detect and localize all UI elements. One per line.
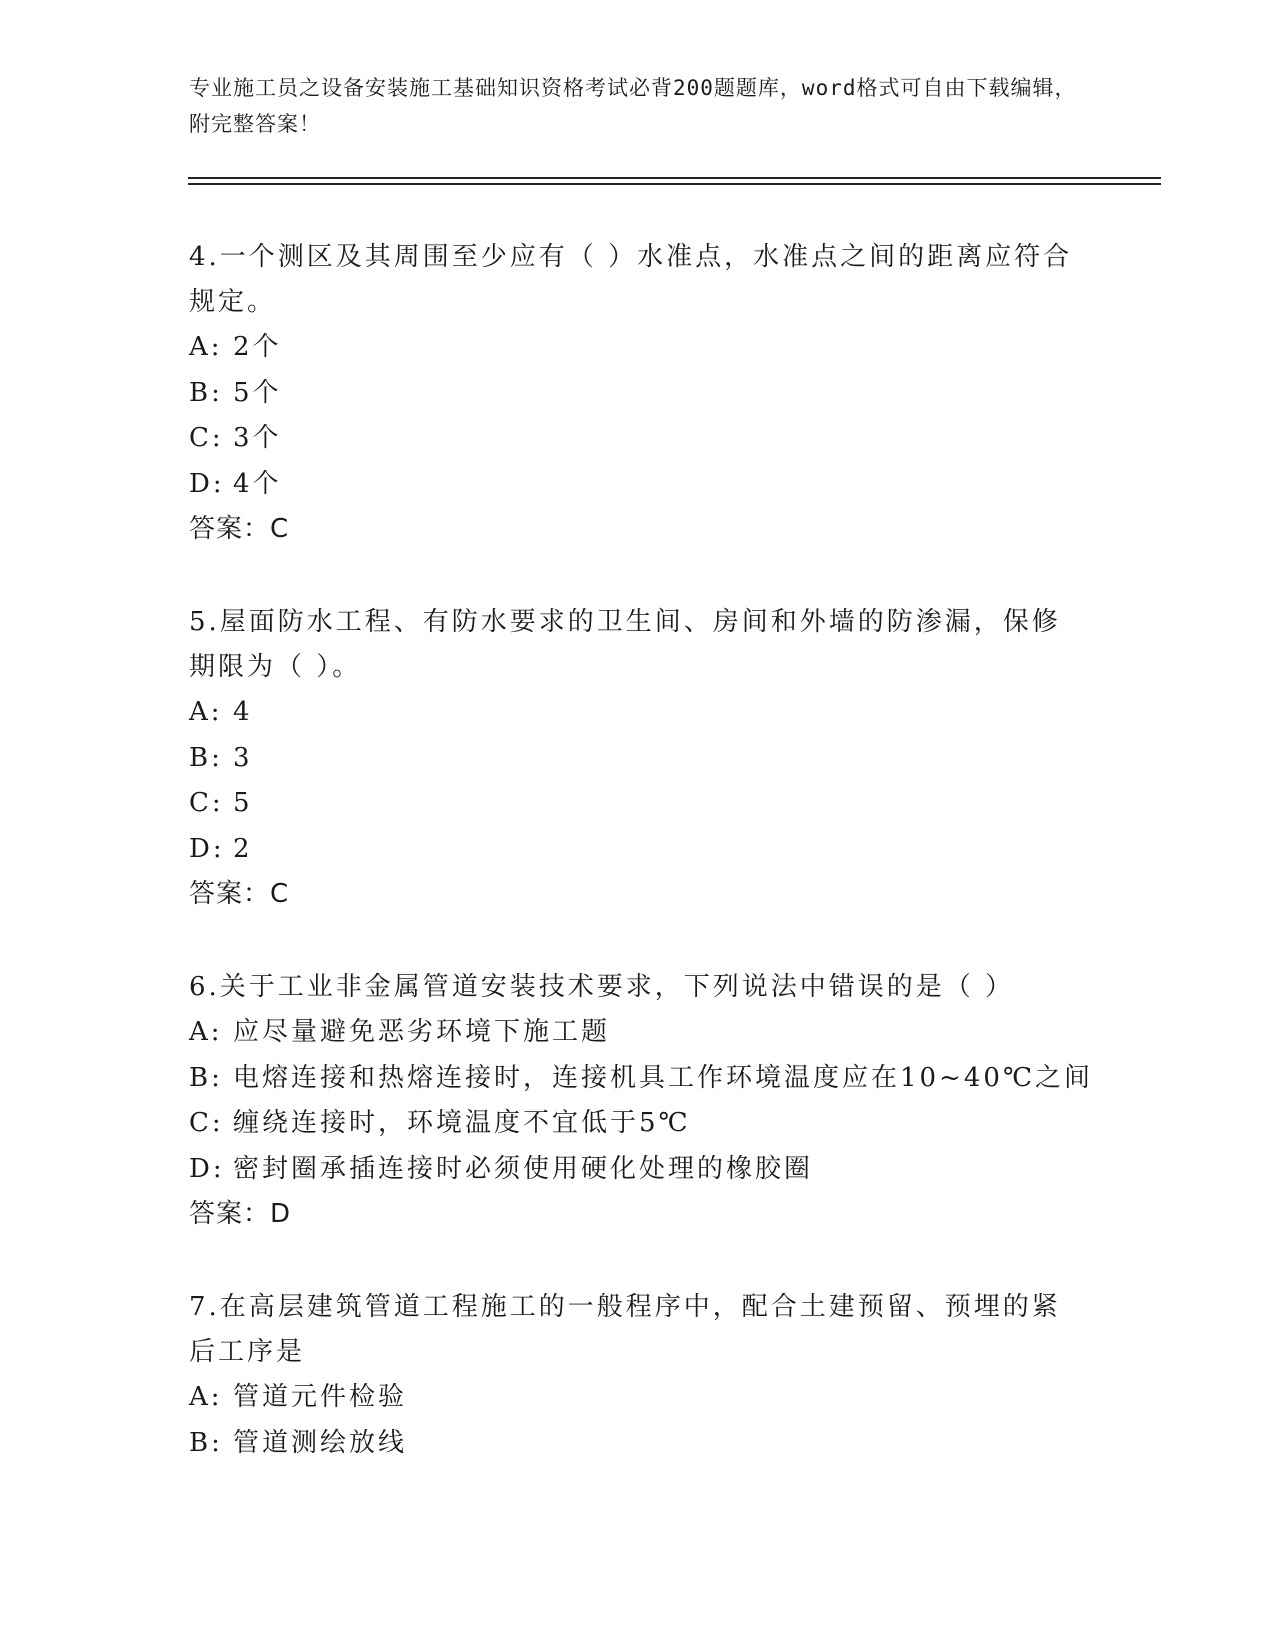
option-letter: B:	[189, 1427, 223, 1458]
question-stem: 4.一个测区及其周围至少应有（ ）水准点，水准点之间的距离应符合规定。	[189, 242, 1073, 317]
option-d	[189, 827, 1089, 873]
option-text: 管道测绘放线	[233, 1427, 408, 1458]
header-divider-bottom	[188, 183, 1161, 185]
option-d	[189, 462, 1089, 508]
option-letter: C:	[189, 788, 224, 818]
option-text: 电熔连接和热熔连接时，连接机具工作环境温度应在10~40℃之间	[233, 1062, 1094, 1093]
option-b	[189, 736, 1089, 782]
option-text: 4	[233, 697, 253, 727]
option-letter: A:	[189, 1382, 223, 1412]
option-letter: D:	[189, 1153, 225, 1184]
option-a	[189, 690, 1089, 736]
header-divider-top	[188, 177, 1161, 179]
answer: 答案：D	[189, 1199, 292, 1229]
option-a	[189, 1375, 1089, 1421]
option-c	[189, 416, 1089, 462]
option-letter: D:	[189, 468, 225, 499]
option-text: 密封圈承插连接时必须使用硬化处理的橡胶圈	[233, 1153, 814, 1184]
option-b	[189, 371, 1089, 417]
page-header: 专业施工员之设备安装施工基础知识资格考试必背200题题库，word格式可自由下载编辑，附完整答案！	[189, 76, 1077, 136]
option-b	[189, 1421, 1089, 1467]
option-text: 4个	[233, 468, 282, 499]
question-6	[189, 965, 1094, 1237]
option-letter: A:	[189, 332, 223, 362]
option-b	[189, 1056, 1094, 1102]
option-text: 5	[233, 788, 253, 818]
option-c	[189, 781, 1089, 827]
question-7	[189, 1285, 1089, 1466]
option-letter: B:	[189, 377, 223, 408]
option-letter: C:	[189, 1108, 224, 1138]
question-stem: 7.在高层建筑管道工程施工的一般程序中，配合土建预留、预埋的紧后工序是	[189, 1292, 1061, 1367]
option-letter: A:	[189, 697, 223, 727]
option-a	[189, 1010, 1089, 1056]
option-letter: B:	[189, 1062, 223, 1093]
option-a	[189, 325, 1089, 371]
option-text: 5个	[233, 377, 282, 408]
question-stem: 6.关于工业非金属管道安装技术要求，下列说法中错误的是（ ）	[189, 972, 1015, 1002]
option-letter: C:	[189, 423, 224, 453]
option-d	[189, 1147, 1089, 1193]
answer: 答案：C	[189, 879, 290, 909]
option-letter: B:	[189, 742, 223, 773]
answer: 答案：C	[189, 514, 290, 544]
option-text: 3	[233, 742, 253, 773]
option-text: 管道元件检验	[233, 1382, 408, 1412]
option-c	[189, 1101, 1089, 1147]
option-text: 缠绕连接时，环境温度不宜低于5℃	[233, 1108, 691, 1138]
option-letter: D:	[189, 833, 225, 864]
option-text: 2个	[233, 332, 282, 362]
option-letter: A:	[189, 1017, 223, 1047]
question-5	[189, 600, 1089, 917]
option-text: 3个	[233, 423, 282, 453]
question-stem: 5.屋面防水工程、有防水要求的卫生间、房间和外墙的防渗漏，保修期限为（ ）。	[189, 607, 1061, 682]
option-text: 应尽量避免恶劣环境下施工题	[233, 1017, 611, 1047]
option-text: 2	[233, 833, 253, 864]
question-4	[189, 235, 1089, 552]
